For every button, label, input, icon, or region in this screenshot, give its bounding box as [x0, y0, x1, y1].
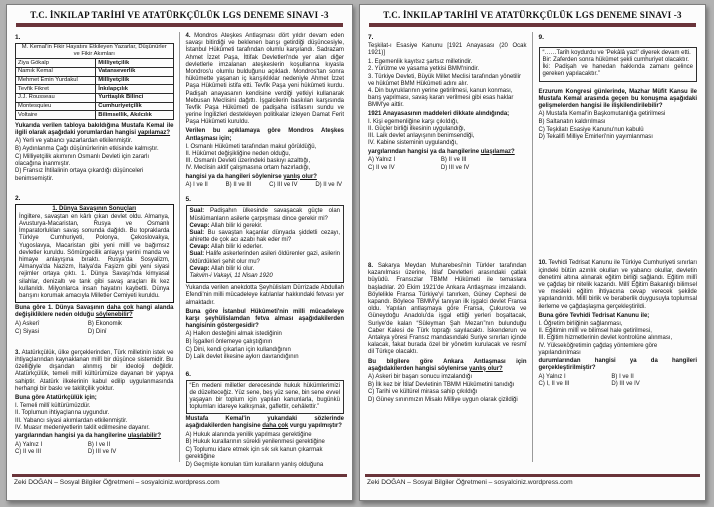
- option-item: D) II ve IV: [315, 182, 342, 189]
- statement-item: IV. Muasır medeniyetlerin taklit edilmesine dayanır.: [15, 424, 150, 431]
- statement-item: 4. Din buyruklarının yerine getirilmesi, kanun konması, barış yapılması, savaş kararı verilmesi gibi esas haklar BMM'ye aittir.: [368, 88, 514, 109]
- table-cell: Tevfik Fikret: [16, 85, 96, 94]
- question-stem: Verilen bu açıklamaya göre Mondros Ateşkes Antlaşması için;: [185, 128, 344, 142]
- option-item: D) Laik devlet ilkesine aykırı davrandığının: [185, 354, 299, 361]
- option-list: [15, 441, 174, 456]
- option-item: D) III ve IV: [440, 164, 470, 171]
- question-paragraph: 8. Sakarya Meydan Muharebesi'nin Türkler tarafından kazanılması üzerine, İtilaf Devletleri arasındaki çatlak büyüdü. Fransızlar TBMM Hükûmeti ile temaslara başladılar. 20 Ekim 1921'de Ankara Antlaşması imzalandı. Böylelikle Fransa Türkiye'yi tanırken, Güney Cephesi de kapandı. Böylece TBMM'yi tanıyan ilk işgalci devlet Fransa oldu. Yapılan antlaşmaya göre Fransa, Çukurova ve Güneydoğu Anadolu'da işgal ettiği yerleri boşaltacak, Suriye'de kalan “Süleyman Şah Mezarı”nın bulunduğu Caber Kalesi de Türk toprağı sayılacaktı. İskenderun ve Antakya yöresi Fransız mandasındaki Suriye sınırları içinde kalacak, fakat burada özel bir yönetim kurulacak ve resmî dil Türkçe olacaktı.: [368, 263, 527, 356]
- option-list: [368, 374, 527, 404]
- table-cell: Milliyetçilik: [96, 59, 173, 68]
- table-cell: Yurttaşlık Bilinci: [96, 93, 173, 102]
- statement-list: [186, 144, 345, 173]
- statement-list: [368, 59, 527, 109]
- quote-line: “En medeni milletler derecesinde hukuk hükümlerimizi de düzelteceğiz. Yüz sene, beş yüz sene, bin sene evvel yaşayan bir toplum için yapılan kanunlarla, bugünkü toplumları idareye kalkışmak, gaflettir, cehâlettir.”: [189, 382, 340, 411]
- statement-list: [539, 321, 698, 357]
- question-stem: Buna göre İstanbul Hükûmeti'nin milli mücadeleye karşı şeyhülislamdan fetva alması aşağıdakilerden hangisinin göstergesidir?: [185, 308, 344, 330]
- statement-item: I. Osmanlı Hükûmeti tarafından makul görüldüğü,: [185, 143, 317, 150]
- table-header-cell: M. Kemal'in Fikir Hayatını Etkileyen Yazarlar, Düşünürler ve Fikir Akımları: [16, 43, 174, 58]
- table-cell: Voltaire: [16, 111, 96, 120]
- titled-box: [15, 204, 174, 303]
- table-cell: Mehmet Emin Yurdakul: [16, 76, 96, 85]
- option-item: A) Halkın desteğini almak istediğinin: [185, 331, 282, 338]
- question-stem: Buna göre 1. Dünya Savaşının daha çok hangi alanda değişikliklere neden olduğu söylenebilir?: [15, 305, 174, 319]
- table-row: [16, 85, 174, 94]
- option-item: C) Siyasi: [15, 328, 40, 335]
- quote-line: Bir: Zaferden sonra hükûmet şekli cumhuriyet olacaktır.: [542, 57, 689, 64]
- statement-item: IV. Meclisin aktif çalışmasına ortam hazırladığı,: [185, 165, 311, 172]
- option-item: A) Askerî: [15, 321, 40, 328]
- question-paragraph: Yukarıda verilen anekdotta Şeyhülislam Dürrizade Abdullah Efendi'nin milli mücadeleye katılanlar hakkındaki fetvası yer almaktadır.: [185, 285, 344, 306]
- table-row: [16, 76, 174, 85]
- spacer: [186, 363, 345, 370]
- option-item: C) Dini, kendi çıkarları için kullandığının: [185, 346, 291, 353]
- spacer: [15, 337, 174, 350]
- quote-line: Sual: Padişahın ülkesinde savaşacak güçte olan Müslümanların asilerle çarpışması dince gerekir mi?: [189, 208, 340, 222]
- spacer: [368, 173, 527, 263]
- option-item: A) Mustafa Kemal'in Başkomutanlığa getirilmesi: [538, 111, 666, 118]
- spacer: [186, 190, 345, 195]
- option-item: B) İlk kez bir İtilaf Devletinin TBMM Hükûmetini tanıdığı: [368, 381, 515, 388]
- option-item: C) Teşkilatı Esasiye Kanunu'nun kabulü: [538, 126, 644, 133]
- question-paragraph: 3. Atatürkçülük, ülke gerçeklerinden, Türk milletinin istek ve ihtiyaçlarından kaynaklanan millî bir düşünce sistemidir. Bu özelliğiyle dışarıdan alınmış bir ideoloji değildir. Atatürkçülük, temeli millî kültürümüze dayanan bir yapıya sahiptir. Atatürk ilkelerinin kabul edilip uygulanmasında herhangi bir baskı ve taklitçilik yoktur.: [15, 349, 174, 392]
- text-column: [179, 32, 345, 468]
- option-item: B) İşgalleri önlemeye çalıştığının: [185, 339, 273, 346]
- quote-line: Cevap: Allah bilir ki ederler.: [189, 244, 263, 251]
- option-item: D) Fransız İhtilalinin ortaya çıkardığı düşünceleri benimsemiştir.: [15, 168, 144, 182]
- option-item: B) Ekonomik: [87, 321, 122, 328]
- title-rule: [16, 23, 343, 27]
- statement-item: III. Yabancı siyasi akımlardan etkilenmiştir.: [15, 417, 128, 424]
- spacer: [15, 184, 174, 194]
- option-list: [539, 111, 698, 141]
- question-number: 2.: [15, 194, 21, 202]
- question-stem: yargılarından hangisi ya da hangilerine ulaşılamaz?: [368, 148, 515, 155]
- quote-line: Sual: Bu savaştan kaçanlar dünyada şiddetli cezayı, ahirette de çok acı azabı hak eder mi?: [189, 229, 340, 244]
- option-item: B) II ve III: [440, 157, 467, 164]
- option-item: A) Yalnız I: [538, 373, 566, 380]
- table-cell: İnkılapçılık: [96, 85, 173, 94]
- option-list: [368, 157, 527, 172]
- option-item: B) I ve II: [87, 441, 111, 448]
- footer-credit: Zeki DOĞAN – Sosyal Bilgiler Öğretmeni – sosyalciniz.wordpress.com: [367, 479, 573, 486]
- text-column: [368, 32, 532, 462]
- table-cell: Ziya Gökalp: [16, 59, 96, 68]
- question-number: 5.: [185, 196, 191, 204]
- text-column: [532, 32, 698, 462]
- question-stem: Mustafa Kemal'in yukarıdaki sözlerinde aşağıdakilerden hangisine daha çok vurgu yapılmıştır?: [185, 416, 344, 430]
- statement-item: III. Laik devlet anlayışının benimsendiği,: [368, 133, 475, 140]
- option-item: A) Askeri bir başarı sonucu imzalandığı: [368, 373, 473, 380]
- question-stem: Yukarıda verilen tabloya bakıldığına Mustafa Kemal ile ilgili olarak aşağıdaki yorumlardan hangisi yapılamaz?: [15, 122, 174, 136]
- title-rule: [369, 23, 696, 27]
- option-item: D) Tekalifi Milliye Emirleri'nin yayımlanması: [538, 134, 653, 141]
- quote-line: Takvim-i Vakayi, 11 Nisan 1920: [189, 273, 273, 280]
- quote-line: “……Tarih koydurdu ve 'Pekâlâ yaz!' diyerek devam etti.: [542, 49, 691, 56]
- option-item: A) Hukuk alanında yenilik yapılması gerektiğine: [185, 431, 312, 438]
- option-list: [186, 331, 345, 361]
- footer-credit: Zeki DOĞAN – Sosyal Bilgiler Öğretmeni – sosyalciniz.wordpress.com: [14, 479, 220, 486]
- question-stem: Buna göre Atatürkçülük için;: [15, 395, 97, 402]
- quote-line: Cevap: Allah bilir ki gerekir.: [189, 222, 263, 229]
- option-list: [15, 138, 174, 183]
- table-cell: Vatanseverlik: [96, 67, 173, 76]
- quote-box: [539, 47, 698, 82]
- question-stem: durumlarından hangisi ya da hangileri gerçekleştirilmiştir?: [538, 357, 697, 372]
- statement-item: I. Kişi egemenliğine karşı çıkıldığı,: [368, 118, 459, 125]
- option-list: [186, 432, 345, 469]
- spacer: [539, 142, 698, 260]
- page-footer: [7, 474, 352, 486]
- option-list: [186, 182, 345, 190]
- question-number: 1.: [15, 34, 21, 41]
- option-item: B) Hukuk kurallarının sürekli yenilenmesi gerektiğine: [185, 439, 325, 446]
- statement-item: 1. Egemenlik kayıtsız şartsız milletindir.: [368, 59, 473, 66]
- statement-list: [15, 403, 174, 432]
- quote-line: Cevap: Allah bilir ki olur.: [189, 265, 255, 272]
- statement-item: IV. Yükseköğretimin çağdaş yöntemlere göre yapılandırılması: [538, 342, 658, 356]
- text-column: [15, 32, 179, 462]
- page-columns: [368, 32, 697, 462]
- option-item: C) II ve III: [15, 449, 42, 456]
- spacer: [539, 43, 698, 46]
- quote-box: [186, 380, 345, 415]
- statement-item: III. Eğitim hizmetlerinin devlet kontrolüne alınması,: [538, 335, 673, 342]
- option-item: C) Toplumu idare etmek için sık sık kanun çıkarmak gerektiğine: [185, 447, 323, 461]
- option-item: D) Dinî: [87, 328, 107, 335]
- option-item: C) I, II ve III: [538, 381, 570, 388]
- table-cell: Montesquieu: [16, 102, 96, 111]
- statement-item: 3. Türkiye Devleti, Büyük Millet Meclisi tarafından yönetilir ve hükûmet BMM Hükûmeti adını alır.: [368, 73, 521, 87]
- statement-item: II. Hükûmet değişikliğine neden olduğu,: [185, 151, 291, 157]
- page-title: T.C. İNKILAP TARİHİ VE ATATÜRKÇÜLÜK LGS DENEME SINAVI -3: [30, 10, 329, 20]
- statement-item: I. Öğretim birliğinin sağlanması,: [538, 320, 623, 327]
- option-item: A) I ve II: [185, 182, 208, 189]
- statement-item: III. Osmanlı Devleti üzerindeki baskıyı azalttığı,: [185, 158, 311, 165]
- question-stem: Erzurum Kongresi günlerinde, Mazhar Müfit Kansu ile Mustafa Kemal arasında geçen bu konuşma aşağıdaki gelişmelerden hangisi ile ilişkilendirilebilir?: [538, 88, 697, 110]
- table-cell: Cumhuriyetçilik: [96, 102, 173, 111]
- spacer: [539, 84, 698, 88]
- titled-box-header: 1. Dünya Savaşının Sonuçları: [52, 205, 137, 212]
- question-stem: Bu bilgilere göre Ankara Antlaşması için aşağıdakilerden hangisi söylenirse yanlış olur?: [368, 358, 527, 372]
- table-row: [16, 102, 174, 111]
- option-item: B) I ve II: [611, 373, 634, 380]
- table-row: [16, 67, 174, 76]
- question-number: 7.: [368, 34, 374, 41]
- option-item: A) Yalnız I: [368, 157, 396, 164]
- option-item: A) Yerli ve yabancı yazarlardan etkilenmiştir.: [15, 138, 133, 145]
- option-list: [539, 373, 698, 388]
- question-stem: hangisi ya da hangileri söylenirse yanlış olur?: [185, 173, 317, 180]
- statement-item: II. Eğitimin millî ve bilimsel hale getirilmesi,: [538, 328, 652, 335]
- quote-box: [186, 205, 345, 283]
- question-number: 6.: [185, 370, 191, 378]
- option-item: C) Tarihi ve kültürel mirasa sahip çıkıldığı: [368, 389, 478, 396]
- table-cell: Milliyetçilik: [96, 76, 173, 85]
- page-footer: [360, 474, 705, 486]
- footer-rule: [365, 474, 700, 477]
- quote-line: Sual: Halife askerlerinden asileri öldürenler gazi, asilerin öldürdükleri şehit olur mu?: [189, 251, 340, 265]
- data-table: [15, 43, 174, 120]
- question-stem: yargılarından hangisi ya da hangilerine ulaşılabilir?: [15, 432, 162, 439]
- titled-box-body: İngiltere, savaştan en kârlı çıkan devlet oldu. Almanya, Avusturya-Macaristan, Rusya ve Osmanlı İmparatorlukları savaş sonunda dağıldı. Bu topraklarda Türkiye Cumhuriyeti, Polonya, Çekoslovakya, Yugoslavya, Macaristan gibi yeni millî ve bağımsız devletler kuruldu. Sömürgecilik anlayışı yerini manda ve himaye anlayışına bıraktı. Rusya'da Sosyalizm, Almanya'da Nazizm, İtalya'da Faşizm gibi yeni siyasi rejimler ortaya çıktı. 1. Dünya Savaşı'nda kimyasal silahlar, denizaltı ve tank gibi savaş araçları ilk kez kullanıldı. Milyonlarca insan hayatını kaybetti. Dünya barışını korumak amacıyla Milletler Cemiyeti kuruldu.: [19, 213, 170, 299]
- exam-page-1: [6, 4, 353, 501]
- question-paragraph: Teşkilat-ı Esasiye Kanunu [1921 Anayasası (20 Ocak 1921)]: [368, 42, 527, 57]
- footer-rule: [12, 474, 347, 477]
- question-paragraph: 4. Mondros Ateşkes Antlaşması dört yıldır devam eden savaşı bitirdiği ve beklenen barışı getirdiği düşüncesiyle, İstanbul Hükûmeti tarafından olumlu karşılandı. Sadrazam Ahmet İzzet Paşa, İttifak Devletleri'nde yer alan diğer devletlerle imzalanan ateşkeslerin koşullarına kıyasla Mondros'u olumlu bulduğunu açıkladı. Mondros'tan sonra hükûmette yaşanan iç karışıklıklar nedeniyle Ahmet İzzet Paşa Hükûmeti istifa etti. Tevfik Paşa yeni hükûmeti kurdu. Padişah anayasanın kendisine verdiği yetkiyi kullanarak Mebusan Meclisini dağıttı. İşgalcilerin baskıları karşısında Tevfik Paşa Hükûmeti de padişaha istifasını sundu ve yerine İngilizleri destekleyen politikalar izleyen Damat Ferit Paşa Hükûmeti kuruldu.: [185, 33, 344, 126]
- question-number: 9.: [538, 34, 544, 41]
- table-cell: Namık Kemal: [16, 67, 96, 76]
- option-list: [15, 321, 174, 336]
- table-header-row: [16, 43, 174, 58]
- option-item: B) Aydınlanma Çağı düşünürlerinin etkisinde kalmıştır.: [15, 145, 159, 152]
- statement-item: I. Temeli millî kültürümüzdür.: [15, 403, 91, 410]
- option-item: D) III ve IV: [87, 449, 117, 456]
- question-paragraph: 10. Tevhidi Tedrisat Kanunu ile Türkiye Cumhuriyeti sınırları içindeki bütün azınlık okulları ve yabancı okullar, devletin denetimi altına alınarak eğitim birliği sağlandı. Eğitim millî ve çağdaş bir nitelik kazandı. Millî Eğitim Bakanlığı bilimsel ve mesleki eğitim ihtiyacına cevap verecek şekilde yapılandırıldı. Millî birlik ve beraberlik duygusuyla toplumsal ilerleme ve çağdaşlaşma gerçekleştirildi.: [538, 260, 697, 310]
- statement-list: [368, 119, 527, 148]
- quote-line: İki: Padişah ve hanedan hakkında zamanı gelince gereken yapılacaktır.”: [542, 64, 693, 78]
- statement-item: II. Güçler birliği ilkesinin uygulandığı,: [368, 125, 466, 132]
- statement-item: IV. Kabine sisteminin uygulandığı,: [368, 140, 458, 147]
- option-item: B) Saltanatın kaldırılması: [538, 118, 606, 125]
- question-stem: 1921 Anayasasının maddeleri dikkate alındığında;: [368, 110, 510, 117]
- table-row: [16, 59, 174, 68]
- table-cell: Bilimsellik, Akılcılık: [96, 111, 173, 120]
- option-item: D) III ve IV: [611, 381, 640, 388]
- table-row: [16, 111, 174, 120]
- statement-item: II. Toplumun ihtiyaçlarına uygundur.: [15, 410, 110, 417]
- page-title: T.C. İNKILAP TARİHİ VE ATATÜRKÇÜLÜK LGS DENEME SINAVI -3: [383, 10, 682, 20]
- option-item: B) II ve III: [225, 182, 252, 189]
- statement-item: 2. Yürütme ve yasama yetkisi BMM'nindir.: [368, 66, 480, 73]
- exam-page-2: [359, 4, 706, 501]
- table-cell: J.J. Rousseau: [16, 93, 96, 102]
- table-row: [16, 93, 174, 102]
- page-columns: [15, 32, 344, 468]
- option-item: C) II ve IV: [368, 164, 395, 171]
- option-item: C) III ve IV: [269, 182, 298, 189]
- option-item: A) Yalnız I: [15, 441, 43, 448]
- question-stem: Buna göre Tevhidi Tedrisat Kanunu ile;: [538, 312, 650, 319]
- option-item: C) Milliyetçilik akımının Osmanlı Devleti için zararlı olacağına inanmıştır.: [15, 153, 150, 167]
- option-item: D) Geçmişte konulan tüm kuralların yanlış olduğuna: [185, 461, 324, 468]
- option-item: D) Güney sınırımızın Misakı Milliye uygun olarak çizildiği: [368, 396, 518, 403]
